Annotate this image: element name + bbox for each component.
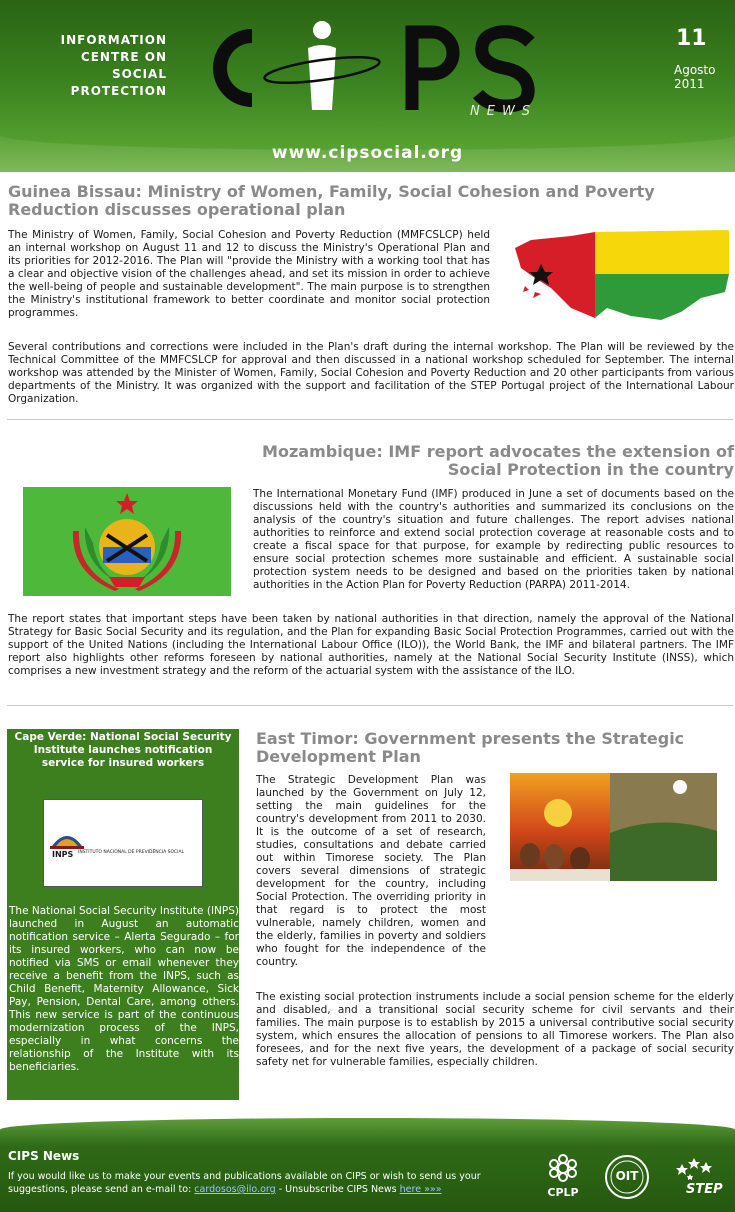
inps-logo-image xyxy=(43,799,203,887)
cape-verde-sidebar xyxy=(7,729,239,1100)
news-label: NEWS xyxy=(470,104,538,119)
website-link[interactable]: www.cipsocial.org xyxy=(271,143,464,163)
section-divider xyxy=(7,705,733,706)
guinea-bissau-map-image xyxy=(511,228,733,322)
article-paragraph: The International Monetary Fund (IMF) produced in June a set of documents based on the discussions held with the country's authorities and summarized its conclusions on the analysis of the country's situation and future challenges. The report advises national authorities to reinforce and extend social protection coverage at reasonable costs and to create a fiscal space for that purpose, for example by redirecting public resources to ensure social protection schemes more sustainable and efficient. A sustainable social protection system needs to be designed and based on the priorities taken by national authorities in the Action Plan for Poverty Reduction (PARPA) 2011-2014. xyxy=(253,488,734,591)
article-paragraph: The Strategic Development Plan was launched by the Government on July 12, setting the main guidelines for the country's development from 2011 to 2030. It is the outcome of a set of research, studies, consultations and debate carried out within Timorese society. The Plan covers several dimensions of strategic development for the country, including Social Protection. The overriding priority in that regard is to protect the most vulnerable, namely children, women and the elderly, families in poverty and soldiers who fought for the independence of the country. xyxy=(256,774,486,968)
cplp-logo[interactable] xyxy=(543,1154,583,1199)
issue-month: Agosto xyxy=(674,63,716,77)
article-title-mozambique: Mozambique: IMF report advocates the extension of Social Protection in the country xyxy=(262,442,734,479)
contact-email-link[interactable]: cardosos@ilo.org xyxy=(194,1184,276,1195)
newsletter-header xyxy=(0,0,735,172)
tagline-line: PROTECTION xyxy=(70,84,167,98)
issue-number: 11 xyxy=(676,26,707,51)
article-paragraph: The Ministry of Women, Family, Social Cohesion and Poverty Reduction (MMFCSLCP) held an internal workshop on August 11 and 12 to discuss the Ministry's Operational Plan and its priorities for 2012-2016. The Plan will "provide the Ministry with a working tool that has a clear and objective vision of the challenges ahead, and set its mission in order to achieve the well-being of people and sustainable development". The main purpose is to strengthen the Ministry's institutional framework to better coordinate and monitor social protection programmes. xyxy=(8,229,490,319)
header-tagline xyxy=(32,32,167,100)
cplp-flower-icon xyxy=(546,1154,580,1182)
step-label: STEP xyxy=(686,1182,723,1197)
article-paragraph: The report states that important steps have been taken by national authorities in that direction, namely the approval of the National Strategy for Basic Social Security and its regulation, and the Plan for expanding Basic Social Protection Programmes, carried out with the support of the United Nations (including the International Labour Office (ILO)), the World Bank, the IMF and bilateral partners. The IMF report also highlights other reforms foreseen by national authorities, namely at the National Social Security Institute (INSS), which comprises a new investment strategy and the reform of the actuarial system with the assistance of the ILO. xyxy=(8,613,734,677)
footer-title: CIPS News xyxy=(8,1149,80,1163)
inps-logo-abbr: INPS xyxy=(52,850,74,859)
footer-text xyxy=(8,1170,528,1196)
article-title-timor: East Timor: Government presents the Strategic Development Plan xyxy=(256,729,685,766)
step-stars-icon xyxy=(672,1154,724,1184)
newsletter-footer xyxy=(0,1118,735,1212)
oit-logo[interactable] xyxy=(602,1154,652,1200)
article-paragraph: The existing social protection instruments include a social pension scheme for the elderly and disabled, and a transitional social security scheme for civil servants and their families. The main purpose is to establish by 2015 a universal contributive social security system, which ensures the allocation of pensions to all Timorese workers. The Plan also foresees, and for the next five years, the development of a package of social security safety net for vulnerable families, especially children. xyxy=(256,991,734,1068)
strategic-plan-cover-image xyxy=(510,773,717,881)
cplp-label: CPLP xyxy=(547,1186,579,1199)
article-paragraph: The National Social Security Institute (INPS) launched in August an automatic notification service – Alerta Segurado – for its insured workers, who can now be notified via SMS or email whenever they receive a benefit from the INPS, such as Child Benefit, Maternity Allowance, Sick Pay, Pension, Dental Care, among others. This new service is part of the continuous modernization process of the INPS, especially in what concerns the relationship of the Institute with its beneficiaries. xyxy=(9,905,239,1073)
oit-label: OIT xyxy=(615,1169,639,1183)
issue-year: 2011 xyxy=(674,77,705,91)
footer-text-lead: If you would like us to make your events and publications available on CIPS or wish to send us your suggestions, please send an e-mail to: xyxy=(8,1171,481,1195)
mozambique-emblem-image xyxy=(23,487,231,596)
issue-date xyxy=(674,63,715,91)
inps-emblem-icon xyxy=(50,824,84,850)
article-paragraph: Several contributions and corrections were included in the Plan's draft during the internal workshop. The Plan will be reviewed by the Technical Committee of the MMFCSLCP for approval and then discussed in a national workshop scheduled for September. The internal workshop was attended by the Minister of Women, Family, Social Cohesion and Poverty Reduction and 20 other participants from various departments of the Ministry. It was organized with the support and facilitation of the STEP Portugal project of the International Labour Organization. xyxy=(8,341,734,405)
tagline-line: SOCIAL xyxy=(111,67,167,81)
tagline-line: INFORMATION xyxy=(60,33,167,47)
article-title-guinea: Guinea Bissau: Ministry of Women, Family, Social Cohesion and Poverty Reduction discusses operational plan xyxy=(8,182,655,219)
section-divider xyxy=(7,419,733,420)
cips-logo xyxy=(200,18,545,118)
unsubscribe-link[interactable]: here »»» xyxy=(399,1184,442,1195)
tagline-line: CENTRE ON xyxy=(80,50,167,64)
article-title-capeverde: Cape Verde: National Social Security Institute launches notification service for insured workers xyxy=(14,731,232,769)
inps-logo-name: INSTITUTO NACIONAL DE PREVIDÊNCIA SOCIAL xyxy=(78,850,185,855)
footer-text-unsubscribe: - Unsubscribe CIPS News xyxy=(275,1184,400,1195)
step-logo[interactable] xyxy=(672,1154,724,1204)
